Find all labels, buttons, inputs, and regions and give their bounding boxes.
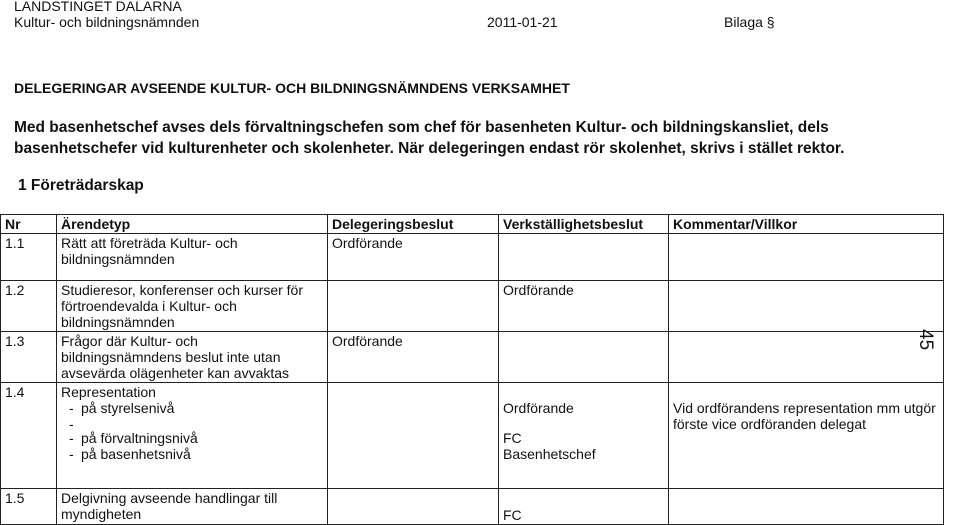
row-nr: 1.3 <box>1 332 57 383</box>
row-kommentar <box>669 281 944 332</box>
table-row <box>1 281 944 332</box>
list-item: - på styrelsenivå <box>81 400 323 416</box>
appendix-label: Bilaga § <box>724 14 775 30</box>
verkstallighet-basenhetsniva: Basenhetschef <box>503 446 596 462</box>
kommentar-styrelseniva: Vid ordförandens representation mm utgör förste vice ordföranden delegat <box>673 400 936 432</box>
row-delegeringsbeslut: Ordförande <box>328 332 499 383</box>
row-arendetyp <box>57 383 328 489</box>
intro-paragraph: Med basenhetschef avses dels förvaltningschefen som chef för basenheten Kultur- och bildningskansliet, dels basenhetschefer vid kulturenheter och skolenheter. När delegeringen endast rör skolenhet, skrivs i stället rektor. <box>14 119 845 157</box>
row-kommentar <box>669 489 944 525</box>
document-date: 2011-01-21 <box>487 14 558 30</box>
representation-levels <box>61 400 323 462</box>
row-verkstallighetsbeslut: FC <box>499 489 669 525</box>
section-heading: 1 Företrädarskap <box>18 177 144 194</box>
table-row <box>1 332 944 383</box>
row-kommentar <box>669 332 944 383</box>
handwritten-page-number: 45 <box>915 329 936 351</box>
row-verkstallighetsbeslut: Ordförande <box>499 281 669 332</box>
row-nr: 1.1 <box>1 234 57 281</box>
delegation-table <box>0 214 944 525</box>
row-delegeringsbeslut <box>328 281 499 332</box>
spacer <box>503 416 664 430</box>
row-arendetyp: Delgivning avseende handlingar till myndigheten <box>57 489 328 525</box>
row-nr: 1.4 <box>1 383 57 489</box>
row-kommentar <box>669 383 944 489</box>
col-header-delegeringsbeslut: Delegeringsbeslut <box>328 215 499 234</box>
row-verkstallighetsbeslut <box>499 234 669 281</box>
table-row <box>1 383 944 489</box>
row-arendetyp: Studieresor, konferenser och kurser för förtroendevalda i Kultur- och bildningsnämnden <box>57 281 328 332</box>
document-title: DELEGERINGAR AVSEENDE KULTUR- OCH BILDNINGSNÄMNDENS VERKSAMHET <box>14 80 570 96</box>
row-kommentar <box>669 234 944 281</box>
row-verkstallighetsbeslut <box>499 332 669 383</box>
row-delegeringsbeslut <box>328 383 499 489</box>
list-item: - på basenhetsnivå <box>81 446 323 462</box>
col-header-verkstallighetsbeslut: Verkställighetsbeslut <box>499 215 669 234</box>
col-header-kommentar: Kommentar/Villkor <box>669 215 944 234</box>
row-nr: 1.5 <box>1 489 57 525</box>
row-delegeringsbeslut <box>328 489 499 525</box>
table-header-row <box>1 215 944 234</box>
spacer <box>81 416 323 430</box>
table-row <box>1 234 944 281</box>
row-nr: 1.2 <box>1 281 57 332</box>
row-verkstallighetsbeslut <box>499 383 669 489</box>
row-delegeringsbeslut: Ordförande <box>328 234 499 281</box>
table-row <box>1 489 944 525</box>
list-item: - på förvaltningsnivå <box>81 430 323 446</box>
spacer <box>673 384 939 400</box>
col-header-nr: Nr <box>1 215 57 234</box>
representation-label: Representation <box>61 384 156 400</box>
org-name: LANDSTINGET DALARNA <box>14 0 182 14</box>
committee-name: Kultur- och bildningsnämnden <box>14 14 200 30</box>
row-arendetyp: Rätt att företräda Kultur- och bildningsnämnden <box>57 234 328 281</box>
row-arendetyp: Frågor där Kultur- och bildningsnämndens beslut inte utan avsevärda olägenheter kan avvaktas <box>57 332 328 383</box>
col-header-arendetyp: Ärendetyp <box>57 215 328 234</box>
verkstallighet-forvaltningsniva: FC <box>503 430 522 446</box>
verkstallighet-styrelseniva: Ordförande <box>503 400 574 416</box>
spacer <box>503 384 664 400</box>
